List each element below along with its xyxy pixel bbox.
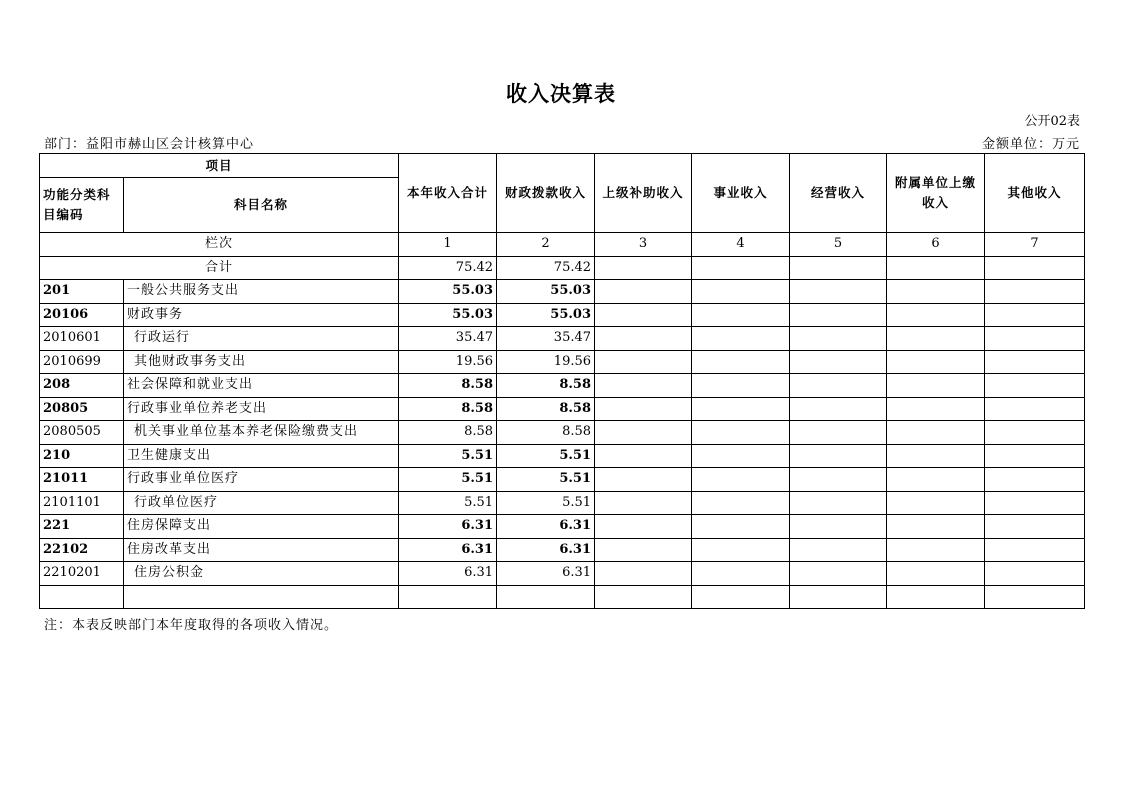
table-row	[40, 538, 1085, 562]
table-row	[40, 444, 1085, 468]
row-value-cell	[692, 280, 790, 304]
row-value-cell: 8.58	[399, 421, 497, 445]
row-value-cell	[985, 491, 1085, 515]
header-col-7: 其他收入	[985, 154, 1085, 233]
row-value-cell	[985, 397, 1085, 421]
row-value-cell	[985, 562, 1085, 586]
row-value-cell	[595, 538, 692, 562]
row-value-cell: 55.03	[497, 303, 595, 327]
row-value-cell: 6.31	[497, 515, 595, 539]
department-label: 部门：益阳市赫山区会计核算中心	[44, 137, 255, 152]
table-row	[40, 515, 1085, 539]
row-value-cell	[790, 468, 887, 492]
header-code: 功能分类科目编码	[40, 178, 124, 233]
row-value-cell: 55.03	[497, 280, 595, 304]
row-code: 20106	[40, 303, 124, 327]
table-row	[40, 562, 1085, 586]
table-row	[40, 350, 1085, 374]
row-value-cell	[692, 562, 790, 586]
row-value-cell	[887, 585, 985, 609]
row-value-cell: 8.58	[497, 397, 595, 421]
row-value-cell	[692, 397, 790, 421]
total-value-cell	[790, 256, 887, 280]
table-row	[40, 491, 1085, 515]
row-value-cell: 19.56	[497, 350, 595, 374]
table-row	[40, 585, 1085, 609]
row-value-cell	[692, 491, 790, 515]
row-value-cell	[595, 374, 692, 398]
table-footnote: 注：本表反映部门本年度取得的各项收入情况。	[44, 618, 339, 633]
row-value-cell	[595, 468, 692, 492]
row-value-cell	[790, 350, 887, 374]
form-number: 公开02表	[1024, 114, 1080, 129]
row-value-cell	[790, 421, 887, 445]
row-code: 201	[40, 280, 124, 304]
column-index-cell: 5	[790, 233, 887, 257]
row-value-cell	[985, 585, 1085, 609]
header-item: 项目	[40, 154, 399, 178]
row-value-cell	[985, 468, 1085, 492]
row-value-cell: 6.31	[497, 562, 595, 586]
row-code: 22102	[40, 538, 124, 562]
total-value-cell: 75.42	[497, 256, 595, 280]
row-value-cell	[985, 327, 1085, 351]
row-value-cell	[692, 515, 790, 539]
row-value-cell: 8.58	[399, 374, 497, 398]
column-index-cell: 6	[887, 233, 985, 257]
row-value-cell	[790, 327, 887, 351]
row-name: 行政单位医疗	[124, 491, 399, 515]
row-value-cell	[985, 515, 1085, 539]
row-value-cell: 35.47	[399, 327, 497, 351]
row-code: 20805	[40, 397, 124, 421]
row-value-cell	[790, 444, 887, 468]
row-value-cell: 6.31	[399, 538, 497, 562]
row-value-cell: 19.56	[399, 350, 497, 374]
row-value-cell	[887, 303, 985, 327]
row-value-cell	[790, 562, 887, 586]
row-value-cell	[887, 397, 985, 421]
row-code: 2101101	[40, 491, 124, 515]
row-value-cell	[887, 374, 985, 398]
row-value-cell	[692, 538, 790, 562]
income-final-accounts-table	[39, 153, 1085, 609]
row-value-cell	[595, 562, 692, 586]
table-row	[40, 327, 1085, 351]
row-value-cell	[595, 280, 692, 304]
row-value-cell	[692, 585, 790, 609]
row-code: 2010699	[40, 350, 124, 374]
row-value-cell	[985, 303, 1085, 327]
total-value-cell: 75.42	[399, 256, 497, 280]
row-value-cell: 8.58	[399, 397, 497, 421]
row-name: 财政事务	[124, 303, 399, 327]
row-name: 机关事业单位基本养老保险缴费支出	[124, 421, 399, 445]
row-name: 行政事业单位医疗	[124, 468, 399, 492]
amount-unit-label: 金额单位：万元	[981, 137, 1080, 152]
row-code: 21011	[40, 468, 124, 492]
row-value-cell	[887, 350, 985, 374]
header-col-2: 财政拨款收入	[497, 154, 595, 233]
total-value-cell	[692, 256, 790, 280]
column-index-cell: 2	[497, 233, 595, 257]
row-value-cell: 5.51	[497, 444, 595, 468]
column-index-label: 栏次	[40, 233, 399, 257]
row-value-cell	[692, 350, 790, 374]
row-value-cell	[887, 444, 985, 468]
row-value-cell	[790, 374, 887, 398]
row-value-cell	[790, 585, 887, 609]
row-value-cell: 35.47	[497, 327, 595, 351]
row-value-cell	[790, 515, 887, 539]
table-row	[40, 468, 1085, 492]
row-value-cell	[790, 303, 887, 327]
row-value-cell	[790, 397, 887, 421]
row-value-cell: 5.51	[399, 491, 497, 515]
total-value-cell	[595, 256, 692, 280]
row-value-cell	[887, 327, 985, 351]
row-value-cell: 6.31	[497, 538, 595, 562]
row-value-cell	[692, 421, 790, 445]
row-value-cell: 8.58	[497, 421, 595, 445]
header-col-4: 事业收入	[692, 154, 790, 233]
total-row	[40, 256, 1085, 280]
table-row	[40, 280, 1085, 304]
row-value-cell	[595, 421, 692, 445]
table-row	[40, 374, 1085, 398]
header-col-3: 上级补助收入	[595, 154, 692, 233]
header-row-top	[40, 154, 1085, 178]
row-name: 行政运行	[124, 327, 399, 351]
row-value-cell	[595, 444, 692, 468]
row-value-cell	[692, 303, 790, 327]
row-name: 住房改革支出	[124, 538, 399, 562]
row-code	[40, 585, 124, 609]
row-value-cell	[887, 468, 985, 492]
row-value-cell	[399, 585, 497, 609]
row-value-cell: 6.31	[399, 515, 497, 539]
row-value-cell	[790, 538, 887, 562]
row-value-cell	[985, 374, 1085, 398]
row-value-cell	[887, 491, 985, 515]
row-value-cell: 5.51	[399, 444, 497, 468]
table-row	[40, 421, 1085, 445]
row-value-cell	[595, 397, 692, 421]
row-name: 行政事业单位养老支出	[124, 397, 399, 421]
column-index-cell: 3	[595, 233, 692, 257]
row-name	[124, 585, 399, 609]
row-value-cell	[985, 350, 1085, 374]
row-value-cell: 55.03	[399, 303, 497, 327]
total-value-cell	[887, 256, 985, 280]
column-index-cell: 4	[692, 233, 790, 257]
row-value-cell	[887, 515, 985, 539]
row-value-cell	[887, 562, 985, 586]
row-name: 住房公积金	[124, 562, 399, 586]
table-row	[40, 303, 1085, 327]
row-value-cell	[692, 468, 790, 492]
row-value-cell: 8.58	[497, 374, 595, 398]
row-code: 210	[40, 444, 124, 468]
column-index-cell: 1	[399, 233, 497, 257]
row-value-cell	[985, 444, 1085, 468]
row-name: 社会保障和就业支出	[124, 374, 399, 398]
row-value-cell: 6.31	[399, 562, 497, 586]
row-code: 208	[40, 374, 124, 398]
row-code: 2210201	[40, 562, 124, 586]
row-code: 2010601	[40, 327, 124, 351]
row-value-cell: 5.51	[399, 468, 497, 492]
table-row	[40, 397, 1085, 421]
column-index-cell: 7	[985, 233, 1085, 257]
row-value-cell	[595, 585, 692, 609]
row-value-cell	[887, 538, 985, 562]
row-value-cell	[790, 280, 887, 304]
row-name: 住房保障支出	[124, 515, 399, 539]
row-value-cell	[497, 585, 595, 609]
row-value-cell	[985, 421, 1085, 445]
row-value-cell	[985, 538, 1085, 562]
row-name: 其他财政事务支出	[124, 350, 399, 374]
total-value-cell	[985, 256, 1085, 280]
row-value-cell	[595, 303, 692, 327]
row-value-cell	[595, 515, 692, 539]
row-value-cell	[692, 327, 790, 351]
total-label: 合计	[40, 256, 399, 280]
row-value-cell: 55.03	[399, 280, 497, 304]
row-value-cell	[595, 350, 692, 374]
row-value-cell	[595, 491, 692, 515]
page-title: 收入决算表	[506, 82, 616, 106]
header-col-5: 经营收入	[790, 154, 887, 233]
column-index-row	[40, 233, 1085, 257]
header-col-6: 附属单位上缴收入	[887, 154, 985, 233]
row-value-cell	[887, 280, 985, 304]
row-code: 2080505	[40, 421, 124, 445]
row-name: 一般公共服务支出	[124, 280, 399, 304]
row-value-cell	[985, 280, 1085, 304]
row-value-cell	[595, 327, 692, 351]
row-value-cell	[692, 374, 790, 398]
row-value-cell	[692, 444, 790, 468]
row-name: 卫生健康支出	[124, 444, 399, 468]
header-col-1: 本年收入合计	[399, 154, 497, 233]
header-name: 科目名称	[124, 178, 399, 233]
row-value-cell: 5.51	[497, 468, 595, 492]
row-value-cell	[790, 491, 887, 515]
row-value-cell	[887, 421, 985, 445]
row-value-cell: 5.51	[497, 491, 595, 515]
row-code: 221	[40, 515, 124, 539]
